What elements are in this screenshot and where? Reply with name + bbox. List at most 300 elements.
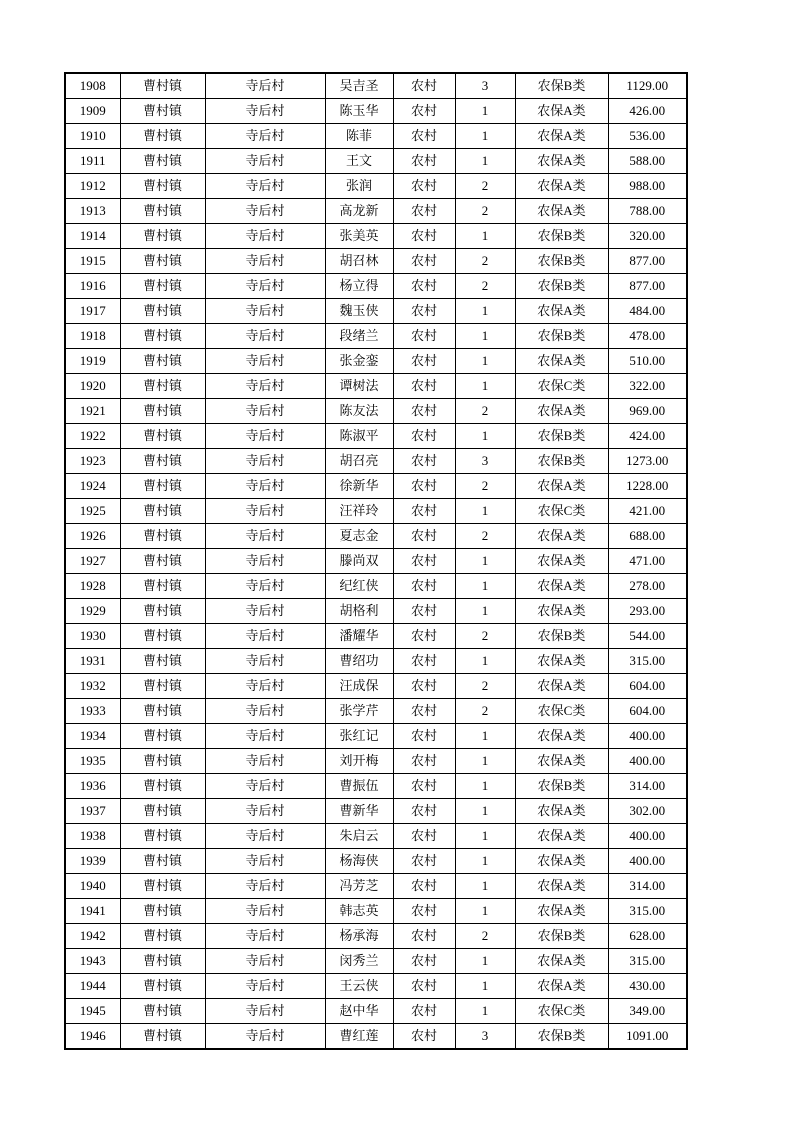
cell-town: 曹村镇 bbox=[120, 874, 205, 899]
cell-person-count: 2 bbox=[455, 174, 515, 199]
cell-town: 曹村镇 bbox=[120, 324, 205, 349]
cell-village: 寺后村 bbox=[205, 324, 325, 349]
table-row bbox=[65, 174, 687, 199]
cell-insurance-class: 农保C类 bbox=[515, 374, 608, 399]
cell-serial-no: 1933 bbox=[65, 699, 120, 724]
cell-category: 农村 bbox=[393, 874, 455, 899]
cell-serial-no: 1922 bbox=[65, 424, 120, 449]
cell-amount: 293.00 bbox=[608, 599, 687, 624]
cell-village: 寺后村 bbox=[205, 549, 325, 574]
cell-village: 寺后村 bbox=[205, 874, 325, 899]
cell-serial-no: 1914 bbox=[65, 224, 120, 249]
table-row bbox=[65, 299, 687, 324]
cell-insurance-class: 农保A类 bbox=[515, 299, 608, 324]
cell-person-count: 1 bbox=[455, 649, 515, 674]
cell-town: 曹村镇 bbox=[120, 474, 205, 499]
cell-amount: 400.00 bbox=[608, 724, 687, 749]
cell-person-count: 1 bbox=[455, 849, 515, 874]
cell-amount: 314.00 bbox=[608, 774, 687, 799]
cell-serial-no: 1924 bbox=[65, 474, 120, 499]
cell-village: 寺后村 bbox=[205, 749, 325, 774]
cell-town: 曹村镇 bbox=[120, 399, 205, 424]
cell-insurance-class: 农保B类 bbox=[515, 274, 608, 299]
cell-category: 农村 bbox=[393, 274, 455, 299]
cell-serial-no: 1943 bbox=[65, 949, 120, 974]
cell-serial-no: 1912 bbox=[65, 174, 120, 199]
cell-insurance-class: 农保C类 bbox=[515, 999, 608, 1024]
cell-serial-no: 1908 bbox=[65, 73, 120, 99]
cell-category: 农村 bbox=[393, 349, 455, 374]
cell-amount: 877.00 bbox=[608, 274, 687, 299]
cell-amount: 400.00 bbox=[608, 849, 687, 874]
table-row bbox=[65, 1024, 687, 1050]
cell-amount: 278.00 bbox=[608, 574, 687, 599]
cell-insurance-class: 农保A类 bbox=[515, 349, 608, 374]
table-row bbox=[65, 974, 687, 999]
table-row bbox=[65, 199, 687, 224]
cell-person-count: 1 bbox=[455, 424, 515, 449]
cell-name: 张学芹 bbox=[325, 699, 393, 724]
cell-category: 农村 bbox=[393, 674, 455, 699]
cell-town: 曹村镇 bbox=[120, 674, 205, 699]
cell-amount: 510.00 bbox=[608, 349, 687, 374]
cell-person-count: 2 bbox=[455, 274, 515, 299]
cell-town: 曹村镇 bbox=[120, 699, 205, 724]
cell-insurance-class: 农保B类 bbox=[515, 924, 608, 949]
cell-serial-no: 1913 bbox=[65, 199, 120, 224]
cell-serial-no: 1920 bbox=[65, 374, 120, 399]
table-row bbox=[65, 574, 687, 599]
cell-amount: 315.00 bbox=[608, 649, 687, 674]
cell-person-count: 1 bbox=[455, 799, 515, 824]
cell-serial-no: 1938 bbox=[65, 824, 120, 849]
cell-insurance-class: 农保B类 bbox=[515, 249, 608, 274]
cell-insurance-class: 农保B类 bbox=[515, 424, 608, 449]
cell-village: 寺后村 bbox=[205, 149, 325, 174]
cell-category: 农村 bbox=[393, 724, 455, 749]
cell-town: 曹村镇 bbox=[120, 599, 205, 624]
cell-village: 寺后村 bbox=[205, 174, 325, 199]
cell-insurance-class: 农保A类 bbox=[515, 149, 608, 174]
cell-person-count: 1 bbox=[455, 999, 515, 1024]
cell-insurance-class: 农保A类 bbox=[515, 724, 608, 749]
cell-village: 寺后村 bbox=[205, 299, 325, 324]
cell-name: 张金銮 bbox=[325, 349, 393, 374]
cell-village: 寺后村 bbox=[205, 424, 325, 449]
cell-category: 农村 bbox=[393, 624, 455, 649]
cell-town: 曹村镇 bbox=[120, 524, 205, 549]
cell-insurance-class: 农保A类 bbox=[515, 824, 608, 849]
table-row bbox=[65, 99, 687, 124]
cell-town: 曹村镇 bbox=[120, 349, 205, 374]
cell-name: 纪红侠 bbox=[325, 574, 393, 599]
cell-village: 寺后村 bbox=[205, 849, 325, 874]
cell-town: 曹村镇 bbox=[120, 249, 205, 274]
cell-person-count: 2 bbox=[455, 624, 515, 649]
cell-category: 农村 bbox=[393, 249, 455, 274]
cell-amount: 302.00 bbox=[608, 799, 687, 824]
cell-name: 王文 bbox=[325, 149, 393, 174]
cell-town: 曹村镇 bbox=[120, 73, 205, 99]
cell-name: 赵中华 bbox=[325, 999, 393, 1024]
cell-name: 汪成保 bbox=[325, 674, 393, 699]
cell-insurance-class: 农保C类 bbox=[515, 499, 608, 524]
cell-amount: 536.00 bbox=[608, 124, 687, 149]
cell-category: 农村 bbox=[393, 374, 455, 399]
cell-insurance-class: 农保A类 bbox=[515, 974, 608, 999]
cell-serial-no: 1936 bbox=[65, 774, 120, 799]
cell-name: 杨立得 bbox=[325, 274, 393, 299]
cell-name: 魏玉侠 bbox=[325, 299, 393, 324]
cell-category: 农村 bbox=[393, 749, 455, 774]
cell-village: 寺后村 bbox=[205, 999, 325, 1024]
cell-serial-no: 1915 bbox=[65, 249, 120, 274]
cell-person-count: 1 bbox=[455, 224, 515, 249]
table-row bbox=[65, 749, 687, 774]
cell-name: 高龙新 bbox=[325, 199, 393, 224]
cell-amount: 430.00 bbox=[608, 974, 687, 999]
cell-amount: 1228.00 bbox=[608, 474, 687, 499]
cell-insurance-class: 农保A类 bbox=[515, 649, 608, 674]
cell-village: 寺后村 bbox=[205, 249, 325, 274]
cell-name: 陈淑平 bbox=[325, 424, 393, 449]
cell-name: 冯芳芝 bbox=[325, 874, 393, 899]
cell-amount: 588.00 bbox=[608, 149, 687, 174]
table-row bbox=[65, 224, 687, 249]
cell-person-count: 2 bbox=[455, 474, 515, 499]
table-row bbox=[65, 249, 687, 274]
cell-name: 刘开梅 bbox=[325, 749, 393, 774]
cell-category: 农村 bbox=[393, 574, 455, 599]
cell-serial-no: 1942 bbox=[65, 924, 120, 949]
cell-amount: 315.00 bbox=[608, 899, 687, 924]
cell-name: 胡召亮 bbox=[325, 449, 393, 474]
cell-serial-no: 1923 bbox=[65, 449, 120, 474]
cell-town: 曹村镇 bbox=[120, 899, 205, 924]
cell-insurance-class: 农保B类 bbox=[515, 449, 608, 474]
cell-amount: 1273.00 bbox=[608, 449, 687, 474]
cell-village: 寺后村 bbox=[205, 724, 325, 749]
cell-village: 寺后村 bbox=[205, 799, 325, 824]
cell-name: 王云侠 bbox=[325, 974, 393, 999]
table-row bbox=[65, 624, 687, 649]
cell-name: 谭树法 bbox=[325, 374, 393, 399]
cell-category: 农村 bbox=[393, 649, 455, 674]
table-row bbox=[65, 73, 687, 99]
cell-category: 农村 bbox=[393, 224, 455, 249]
cell-serial-no: 1929 bbox=[65, 599, 120, 624]
cell-village: 寺后村 bbox=[205, 699, 325, 724]
cell-insurance-class: 农保A类 bbox=[515, 549, 608, 574]
cell-category: 农村 bbox=[393, 124, 455, 149]
cell-town: 曹村镇 bbox=[120, 374, 205, 399]
cell-amount: 877.00 bbox=[608, 249, 687, 274]
cell-person-count: 1 bbox=[455, 949, 515, 974]
cell-name: 曹新华 bbox=[325, 799, 393, 824]
cell-category: 农村 bbox=[393, 1024, 455, 1050]
cell-insurance-class: 农保A类 bbox=[515, 849, 608, 874]
cell-person-count: 1 bbox=[455, 124, 515, 149]
cell-insurance-class: 农保C类 bbox=[515, 699, 608, 724]
table-row bbox=[65, 824, 687, 849]
insurance-roster-table-body bbox=[65, 73, 687, 1049]
cell-town: 曹村镇 bbox=[120, 299, 205, 324]
cell-town: 曹村镇 bbox=[120, 99, 205, 124]
cell-insurance-class: 农保A类 bbox=[515, 524, 608, 549]
cell-person-count: 3 bbox=[455, 1024, 515, 1050]
cell-name: 胡格利 bbox=[325, 599, 393, 624]
cell-person-count: 1 bbox=[455, 99, 515, 124]
cell-person-count: 2 bbox=[455, 199, 515, 224]
cell-person-count: 1 bbox=[455, 899, 515, 924]
cell-amount: 322.00 bbox=[608, 374, 687, 399]
cell-insurance-class: 农保A类 bbox=[515, 199, 608, 224]
cell-village: 寺后村 bbox=[205, 124, 325, 149]
cell-serial-no: 1927 bbox=[65, 549, 120, 574]
cell-amount: 628.00 bbox=[608, 924, 687, 949]
cell-category: 农村 bbox=[393, 424, 455, 449]
cell-person-count: 1 bbox=[455, 874, 515, 899]
cell-village: 寺后村 bbox=[205, 474, 325, 499]
cell-person-count: 1 bbox=[455, 599, 515, 624]
table-row bbox=[65, 399, 687, 424]
cell-category: 农村 bbox=[393, 149, 455, 174]
cell-insurance-class: 农保A类 bbox=[515, 874, 608, 899]
cell-village: 寺后村 bbox=[205, 73, 325, 99]
cell-category: 农村 bbox=[393, 849, 455, 874]
table-row bbox=[65, 274, 687, 299]
cell-village: 寺后村 bbox=[205, 449, 325, 474]
cell-name: 闵秀兰 bbox=[325, 949, 393, 974]
cell-person-count: 2 bbox=[455, 399, 515, 424]
table-row bbox=[65, 599, 687, 624]
cell-person-count: 1 bbox=[455, 149, 515, 174]
cell-town: 曹村镇 bbox=[120, 999, 205, 1024]
cell-person-count: 1 bbox=[455, 374, 515, 399]
table-row bbox=[65, 449, 687, 474]
cell-insurance-class: 农保B类 bbox=[515, 324, 608, 349]
cell-name: 汪祥玲 bbox=[325, 499, 393, 524]
cell-person-count: 3 bbox=[455, 73, 515, 99]
cell-town: 曹村镇 bbox=[120, 849, 205, 874]
cell-serial-no: 1945 bbox=[65, 999, 120, 1024]
cell-town: 曹村镇 bbox=[120, 274, 205, 299]
cell-person-count: 2 bbox=[455, 249, 515, 274]
cell-serial-no: 1946 bbox=[65, 1024, 120, 1050]
cell-person-count: 1 bbox=[455, 549, 515, 574]
cell-person-count: 2 bbox=[455, 924, 515, 949]
cell-category: 农村 bbox=[393, 199, 455, 224]
cell-person-count: 2 bbox=[455, 674, 515, 699]
cell-name: 滕尚双 bbox=[325, 549, 393, 574]
cell-person-count: 1 bbox=[455, 574, 515, 599]
cell-insurance-class: 农保B类 bbox=[515, 774, 608, 799]
cell-serial-no: 1910 bbox=[65, 124, 120, 149]
insurance-roster-table bbox=[64, 72, 688, 1050]
cell-category: 农村 bbox=[393, 924, 455, 949]
cell-serial-no: 1911 bbox=[65, 149, 120, 174]
cell-serial-no: 1937 bbox=[65, 799, 120, 824]
cell-village: 寺后村 bbox=[205, 199, 325, 224]
cell-serial-no: 1909 bbox=[65, 99, 120, 124]
cell-name: 张美英 bbox=[325, 224, 393, 249]
cell-person-count: 1 bbox=[455, 499, 515, 524]
cell-name: 曹红莲 bbox=[325, 1024, 393, 1050]
cell-amount: 688.00 bbox=[608, 524, 687, 549]
cell-name: 陈友法 bbox=[325, 399, 393, 424]
cell-village: 寺后村 bbox=[205, 524, 325, 549]
cell-amount: 320.00 bbox=[608, 224, 687, 249]
cell-person-count: 1 bbox=[455, 749, 515, 774]
cell-amount: 1129.00 bbox=[608, 73, 687, 99]
cell-person-count: 1 bbox=[455, 974, 515, 999]
cell-insurance-class: 农保A类 bbox=[515, 574, 608, 599]
cell-serial-no: 1919 bbox=[65, 349, 120, 374]
cell-category: 农村 bbox=[393, 599, 455, 624]
cell-amount: 604.00 bbox=[608, 674, 687, 699]
table-row bbox=[65, 899, 687, 924]
cell-amount: 478.00 bbox=[608, 324, 687, 349]
cell-amount: 400.00 bbox=[608, 749, 687, 774]
cell-serial-no: 1918 bbox=[65, 324, 120, 349]
cell-town: 曹村镇 bbox=[120, 949, 205, 974]
cell-name: 陈菲 bbox=[325, 124, 393, 149]
cell-person-count: 1 bbox=[455, 824, 515, 849]
table-row bbox=[65, 149, 687, 174]
cell-village: 寺后村 bbox=[205, 924, 325, 949]
cell-category: 农村 bbox=[393, 73, 455, 99]
cell-person-count: 1 bbox=[455, 299, 515, 324]
cell-amount: 788.00 bbox=[608, 199, 687, 224]
cell-name: 徐新华 bbox=[325, 474, 393, 499]
cell-name: 胡召林 bbox=[325, 249, 393, 274]
cell-category: 农村 bbox=[393, 474, 455, 499]
cell-category: 农村 bbox=[393, 949, 455, 974]
cell-town: 曹村镇 bbox=[120, 124, 205, 149]
cell-insurance-class: 农保A类 bbox=[515, 599, 608, 624]
cell-village: 寺后村 bbox=[205, 899, 325, 924]
cell-name: 夏志金 bbox=[325, 524, 393, 549]
table-row bbox=[65, 124, 687, 149]
cell-person-count: 2 bbox=[455, 699, 515, 724]
cell-person-count: 1 bbox=[455, 324, 515, 349]
cell-name: 陈玉华 bbox=[325, 99, 393, 124]
cell-amount: 421.00 bbox=[608, 499, 687, 524]
cell-name: 段绪兰 bbox=[325, 324, 393, 349]
table-row bbox=[65, 424, 687, 449]
cell-category: 农村 bbox=[393, 824, 455, 849]
cell-name: 张润 bbox=[325, 174, 393, 199]
cell-category: 农村 bbox=[393, 499, 455, 524]
cell-town: 曹村镇 bbox=[120, 149, 205, 174]
cell-town: 曹村镇 bbox=[120, 174, 205, 199]
cell-serial-no: 1939 bbox=[65, 849, 120, 874]
cell-insurance-class: 农保A类 bbox=[515, 474, 608, 499]
cell-person-count: 3 bbox=[455, 449, 515, 474]
cell-insurance-class: 农保B类 bbox=[515, 1024, 608, 1050]
cell-village: 寺后村 bbox=[205, 1024, 325, 1050]
cell-category: 农村 bbox=[393, 99, 455, 124]
cell-insurance-class: 农保A类 bbox=[515, 174, 608, 199]
cell-category: 农村 bbox=[393, 799, 455, 824]
cell-town: 曹村镇 bbox=[120, 649, 205, 674]
cell-category: 农村 bbox=[393, 524, 455, 549]
cell-person-count: 1 bbox=[455, 774, 515, 799]
cell-insurance-class: 农保A类 bbox=[515, 674, 608, 699]
cell-name: 张红记 bbox=[325, 724, 393, 749]
cell-category: 农村 bbox=[393, 974, 455, 999]
cell-name: 曹振伍 bbox=[325, 774, 393, 799]
cell-name: 杨海侠 bbox=[325, 849, 393, 874]
cell-village: 寺后村 bbox=[205, 624, 325, 649]
table-row bbox=[65, 349, 687, 374]
cell-category: 农村 bbox=[393, 399, 455, 424]
table-row bbox=[65, 949, 687, 974]
cell-insurance-class: 农保B类 bbox=[515, 73, 608, 99]
table-row bbox=[65, 649, 687, 674]
cell-village: 寺后村 bbox=[205, 649, 325, 674]
cell-insurance-class: 农保A类 bbox=[515, 399, 608, 424]
cell-category: 农村 bbox=[393, 299, 455, 324]
cell-village: 寺后村 bbox=[205, 974, 325, 999]
cell-serial-no: 1935 bbox=[65, 749, 120, 774]
cell-serial-no: 1928 bbox=[65, 574, 120, 599]
cell-amount: 426.00 bbox=[608, 99, 687, 124]
table-row bbox=[65, 799, 687, 824]
cell-insurance-class: 农保A类 bbox=[515, 99, 608, 124]
cell-village: 寺后村 bbox=[205, 99, 325, 124]
cell-town: 曹村镇 bbox=[120, 449, 205, 474]
cell-amount: 349.00 bbox=[608, 999, 687, 1024]
cell-category: 农村 bbox=[393, 324, 455, 349]
table-row bbox=[65, 999, 687, 1024]
cell-town: 曹村镇 bbox=[120, 799, 205, 824]
table-row bbox=[65, 374, 687, 399]
table-row bbox=[65, 849, 687, 874]
cell-category: 农村 bbox=[393, 699, 455, 724]
cell-serial-no: 1916 bbox=[65, 274, 120, 299]
cell-amount: 1091.00 bbox=[608, 1024, 687, 1050]
cell-insurance-class: 农保A类 bbox=[515, 799, 608, 824]
cell-serial-no: 1932 bbox=[65, 674, 120, 699]
cell-category: 农村 bbox=[393, 774, 455, 799]
cell-amount: 484.00 bbox=[608, 299, 687, 324]
cell-serial-no: 1930 bbox=[65, 624, 120, 649]
cell-amount: 314.00 bbox=[608, 874, 687, 899]
cell-town: 曹村镇 bbox=[120, 199, 205, 224]
cell-name: 潘耀华 bbox=[325, 624, 393, 649]
cell-category: 农村 bbox=[393, 549, 455, 574]
cell-serial-no: 1931 bbox=[65, 649, 120, 674]
cell-insurance-class: 农保A类 bbox=[515, 749, 608, 774]
table-row bbox=[65, 474, 687, 499]
cell-town: 曹村镇 bbox=[120, 774, 205, 799]
cell-serial-no: 1921 bbox=[65, 399, 120, 424]
cell-village: 寺后村 bbox=[205, 349, 325, 374]
cell-amount: 315.00 bbox=[608, 949, 687, 974]
cell-town: 曹村镇 bbox=[120, 549, 205, 574]
table-row bbox=[65, 674, 687, 699]
cell-village: 寺后村 bbox=[205, 774, 325, 799]
cell-village: 寺后村 bbox=[205, 499, 325, 524]
cell-amount: 424.00 bbox=[608, 424, 687, 449]
cell-serial-no: 1926 bbox=[65, 524, 120, 549]
cell-serial-no: 1934 bbox=[65, 724, 120, 749]
cell-insurance-class: 农保A类 bbox=[515, 949, 608, 974]
cell-amount: 400.00 bbox=[608, 824, 687, 849]
table-row bbox=[65, 774, 687, 799]
cell-serial-no: 1917 bbox=[65, 299, 120, 324]
